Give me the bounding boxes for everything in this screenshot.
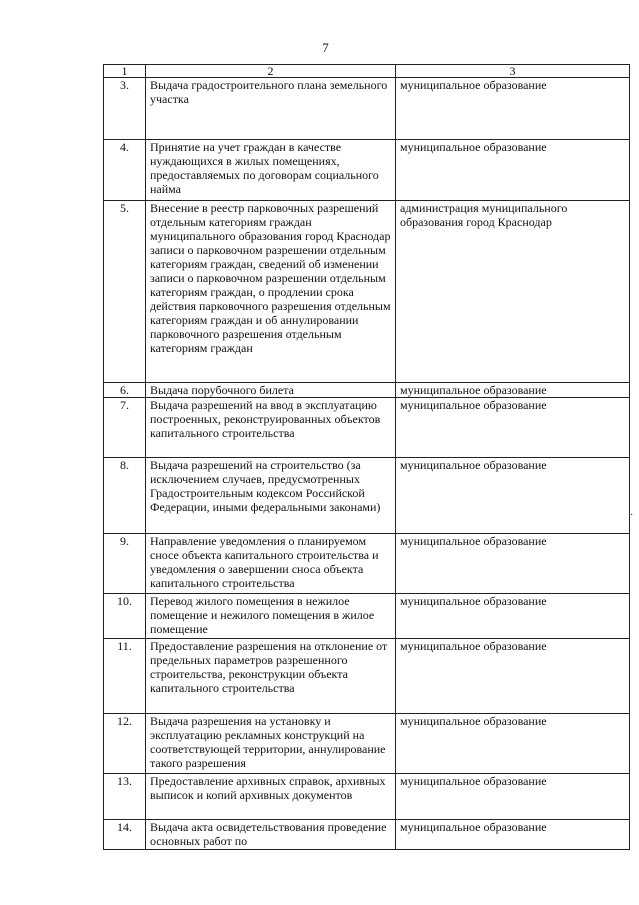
service-name: Выдача акта освидетельствования проведение основных работ по <box>146 820 396 850</box>
service-name: Выдача разрешений на ввод в эксплуатацию построенных, реконструированных объектов капитального строительства <box>146 398 396 458</box>
service-name: Направление уведомления о планируемом сносе объекта капитального строительства и уведомления о завершении сноса объекта капитального строительства <box>146 534 396 594</box>
service-level: муниципальное образование <box>396 820 630 850</box>
row-number: 14. <box>104 820 146 850</box>
table-row <box>104 774 630 820</box>
table-row <box>104 639 630 714</box>
table-row <box>104 820 630 850</box>
row-number: 3. <box>104 78 146 140</box>
service-name: Выдача градостроительного плана земельного участка <box>146 78 396 140</box>
row-number: 12. <box>104 714 146 774</box>
service-name: Выдача порубочного билета <box>146 383 396 398</box>
row-number: 9. <box>104 534 146 594</box>
service-level: муниципальное образование <box>396 398 630 458</box>
table-header-row <box>104 65 630 78</box>
service-level: муниципальное образование <box>396 774 630 820</box>
service-level: муниципальное образование <box>396 594 630 639</box>
services-table <box>103 64 630 850</box>
service-level: муниципальное образование <box>396 458 630 534</box>
service-level: муниципальное образование <box>396 140 630 201</box>
service-name: Перевод жилого помещения в нежилое помещение и нежилого помещения в жилое помещение <box>146 594 396 639</box>
service-name: Выдача разрешений на строительство (за исключением случаев, предусмотренных Градостроительным кодексом Российской Федерации, иными федеральными законами) <box>146 458 396 534</box>
row-number: 4. <box>104 140 146 201</box>
service-level: муниципальное образование <box>396 383 630 398</box>
row-number: 11. <box>104 639 146 714</box>
service-level: муниципальное образование <box>396 639 630 714</box>
stray-mark: · <box>630 510 634 521</box>
service-name: Внесение в реестр парковочных разрешений отдельным категориям граждан муниципального образования город Краснодар записи о парковочном разрешении отдельным категориям граждан, сведений об изменении записи о парковочном разрешении отдельным категориям граждан, о продлении срока действия парковочного разрешения отдельным категориям граждан и об аннулировании парковочного разрешения отдельным категориям граждан <box>146 201 396 383</box>
table-row <box>104 398 630 458</box>
row-number: 10. <box>104 594 146 639</box>
row-number: 7. <box>104 398 146 458</box>
row-number: 6. <box>104 383 146 398</box>
service-level: муниципальное образование <box>396 714 630 774</box>
page-number: 7 <box>322 40 329 55</box>
table-row <box>104 534 630 594</box>
header-col-1: 1 <box>104 65 146 78</box>
table-row <box>104 201 630 383</box>
service-name: Предоставление разрешения на отклонение от предельных параметров разрешенного строительства, реконструкции объекта капитального строительства <box>146 639 396 714</box>
table-row <box>104 458 630 534</box>
service-name: Предоставление архивных справок, архивных выписок и копий архивных документов <box>146 774 396 820</box>
table-row <box>104 383 630 398</box>
service-name: Принятие на учет граждан в качестве нуждающихся в жилых помещениях, предоставляемых по договорам социального найма <box>146 140 396 201</box>
header-col-2: 2 <box>146 65 396 78</box>
row-number: 8. <box>104 458 146 534</box>
row-number: 5. <box>104 201 146 383</box>
service-name: Выдача разрешения на установку и эксплуатацию рекламных конструкций на соответствующей территории, аннулирование такого разрешения <box>146 714 396 774</box>
table-row <box>104 594 630 639</box>
service-level: муниципальное образование <box>396 78 630 140</box>
table-row <box>104 78 630 140</box>
service-level: администрация муниципального образования город Краснодар <box>396 201 630 383</box>
row-number: 13. <box>104 774 146 820</box>
table-row <box>104 140 630 201</box>
service-level: муниципальное образование <box>396 534 630 594</box>
table-row <box>104 714 630 774</box>
header-col-3: 3 <box>396 65 630 78</box>
